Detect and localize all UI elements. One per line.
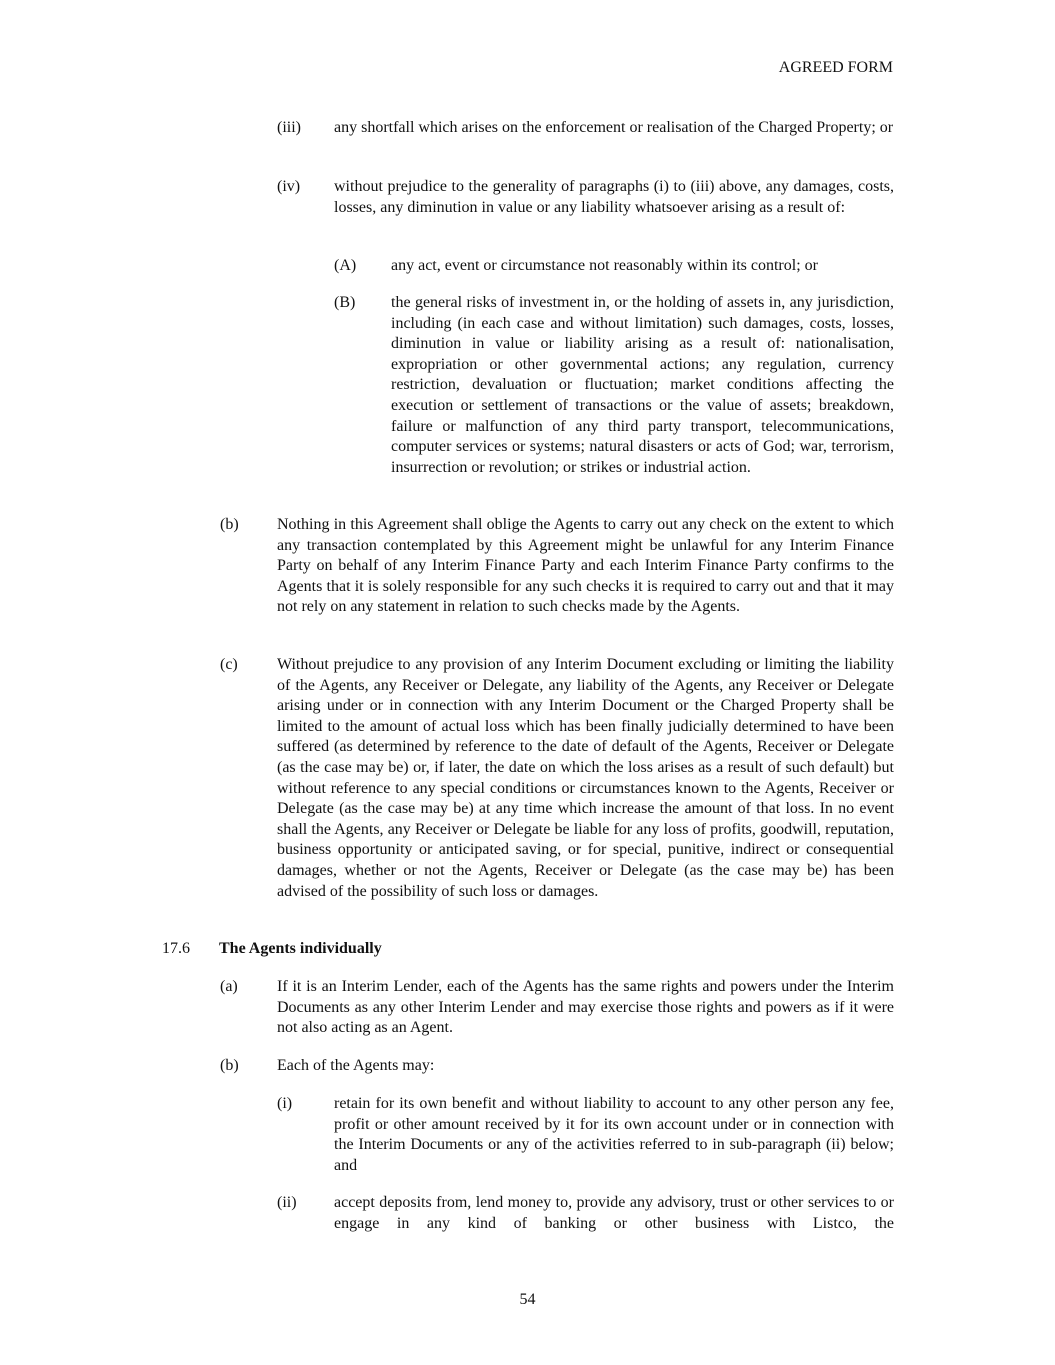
para-c-label: (c) [220, 656, 238, 673]
para-B-label: (B) [334, 294, 356, 311]
para-B-text: the general risks of investment in, or the holding of assets in, any jurisdiction, including (in each case and without limitation) such damages, costs, losses, diminution in value or liability arising as a result of: nationalisation, expropriation or other governmental actions; any regulation, currency restriction, devaluation or fluctuation; market conditions affecting the execution or settlement of transactions or the value of assets; breakdown, failure or malfunction of any third party transport, telecommunications, computer services or systems; natural disasters or acts of God; war, terrorism, insurrection or revolution; or strikes or industrial action. [391, 294, 894, 476]
para-iii-label: (iii) [277, 119, 301, 136]
para-17-6-b-text: Each of the Agents may: [277, 1057, 435, 1074]
clause-number: 17.6 [162, 940, 190, 957]
para-17-6-ii-text: accept deposits from, lend money to, provide any advisory, trust or other services to or engage in any kind of banking or other business with Listco, the [334, 1194, 894, 1232]
para-17-6-a-label: (a) [220, 978, 238, 995]
para-17-6-i-text: retain for its own benefit and without liability to account to any other person any fee, profit or other amount received by it for its own account under or in connection with the Interim Documents or any of the activities referred to in sub-paragraph (ii) below; and [334, 1095, 894, 1174]
para-iv-label: (iv) [277, 178, 301, 195]
page-number: 54 [519, 1291, 536, 1308]
clause-title: The Agents individually [219, 940, 382, 957]
para-b-text: Nothing in this Agreement shall oblige the Agents to carry out any check on the extent to which any transaction contemplated by this Agreement might be unlawful for any Interim Finance Party on behalf of any Interim Finance Party and each Interim Finance Party confirms to the Agents that it is solely responsible for any such checks it is required to carry out and that it may not rely on any statement in relation to such checks made by the Agents. [277, 516, 894, 616]
page-header: AGREED FORM [778, 59, 893, 76]
para-A-label: (A) [334, 257, 357, 274]
para-iv-text: without prejudice to the generality of paragraphs (i) to (iii) above, any damages, costs, losses, any diminution in value or any liability whatsoever arising as a result of: [334, 178, 894, 216]
para-b-label: (b) [220, 516, 239, 533]
para-17-6-a-text: If it is an Interim Lender, each of the Agents has the same rights and powers under the Interim Documents as any other Interim Lender and may exercise those rights and powers as if it were not also acting as an Agent. [277, 978, 894, 1037]
para-iii-text: any shortfall which arises on the enforcement or realisation of the Charged Property; or [334, 119, 894, 136]
para-c-text: Without prejudice to any provision of any Interim Document excluding or limiting the liability of the Agents, any Receiver or Delegate, any liability of the Agents, any Receiver or Delegate arising under or in connection with any Interim Document or the Charged Property shall be limited to the amount of actual loss which has been finally judicially determined to have been suffered (as determined by reference to the date of default of the Agents, Receiver or Delegate (as the case may be) or, if later, the date on which the loss arises as a result of such default) but without reference to any special conditions or circumstances known to the Agents, Receiver or Delegate (as the case may be) at any time which increase the amount of that loss. In no event shall the Agents, any Receiver or Delegate be liable for any loss of profits, goodwill, reputation, business opportunity or anticipated saving, or for special, punitive, indirect or consequential damages, whether or not the Agents, Receiver or Delegate (as the case may be) has been advised of the possibility of such loss or damages. [277, 656, 894, 900]
para-17-6-b-label: (b) [220, 1057, 239, 1074]
para-A-text: any act, event or circumstance not reasonably within its control; or [391, 257, 818, 274]
para-17-6-ii-label: (ii) [277, 1194, 297, 1211]
para-17-6-i-label: (i) [277, 1095, 293, 1112]
